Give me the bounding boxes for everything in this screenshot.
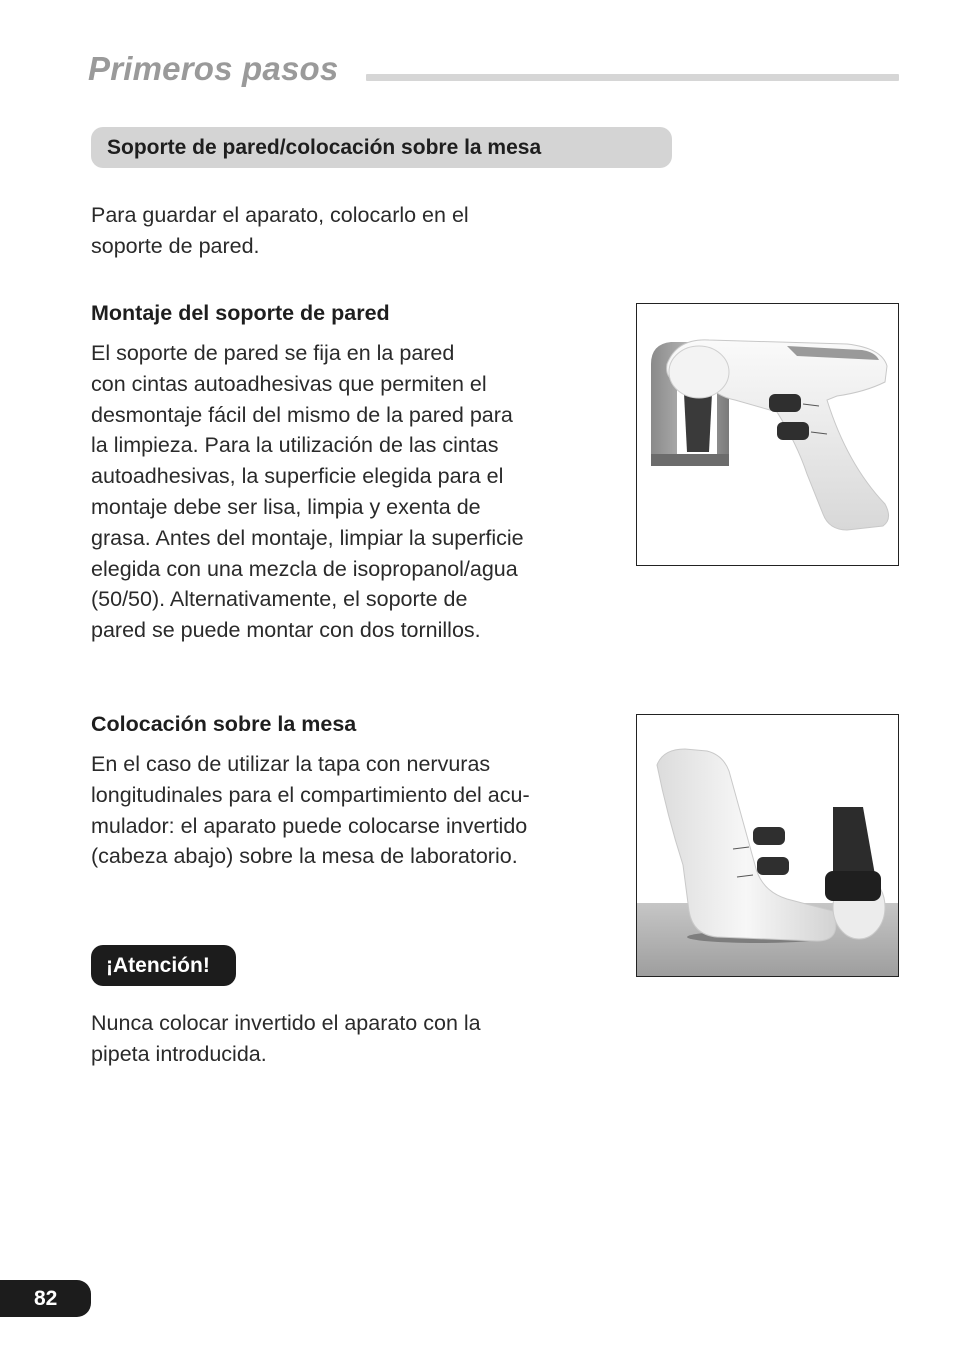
text-line: El soporte de pared se fija en la pared [91,341,455,365]
text-line: Para guardar el aparato, colocarlo en el [91,203,469,227]
section-heading-pill [91,127,672,168]
pipette-in-wall-holder-illustration [637,304,898,565]
text-line: montaje debe ser lisa, limpia y exenta de [91,494,481,519]
section-heading-label: Soporte de pared/colocación sobre la mesa [107,136,542,159]
table-placement-photo [636,714,899,977]
pipette-inverted-on-table-illustration [637,715,898,976]
text-line: En el caso de utilizar la tapa con nervuras [91,752,491,776]
text-line: con cintas autoadhesivas que permiten el [91,371,487,396]
text-line: pipeta introducida. [91,1041,267,1066]
text-line: autoadhesivas, la superficie elegida para el [91,464,504,489]
page-number: 82 [34,1287,58,1310]
text-line: pared se puede montar con dos tornillos. [91,618,481,643]
text-line: Nunca colocar invertido el aparato con la [91,1011,481,1035]
text-line: longitudinales para el compartimiento del acu- [91,782,530,807]
text-line: elegida con una mezcla de isopropanol/agua [91,556,518,581]
text-line: mulador: el aparato puede colocarse invertido [91,813,528,838]
text-line: la limpieza. Para la utilización de las cintas [91,433,499,458]
title-rule [366,74,899,81]
table-placement-heading: Colocación sobre la mesa [91,712,357,736]
text-line: desmontaje fácil del mismo de la pared para [91,402,513,427]
page-number-tab [0,1280,91,1317]
text-line: grasa. Antes del montaje, limpiar la superficie [91,525,524,550]
wall-mount-paragraph [91,338,524,646]
wall-mount-photo [636,303,899,566]
text-line: (50/50). Alternativamente, el soporte de [91,587,468,612]
page-title: Primeros pasos [88,50,339,87]
text-line: soporte de pared. [91,233,260,258]
attention-label: ¡Atención! [106,954,210,977]
attention-paragraph [91,1008,481,1070]
wall-mount-heading: Montaje del soporte de pared [91,301,390,325]
attention-badge [91,945,236,986]
text-line: (cabeza abajo) sobre la mesa de laboratorio. [91,844,518,869]
intro-paragraph [91,200,469,262]
table-placement-paragraph [91,749,530,872]
